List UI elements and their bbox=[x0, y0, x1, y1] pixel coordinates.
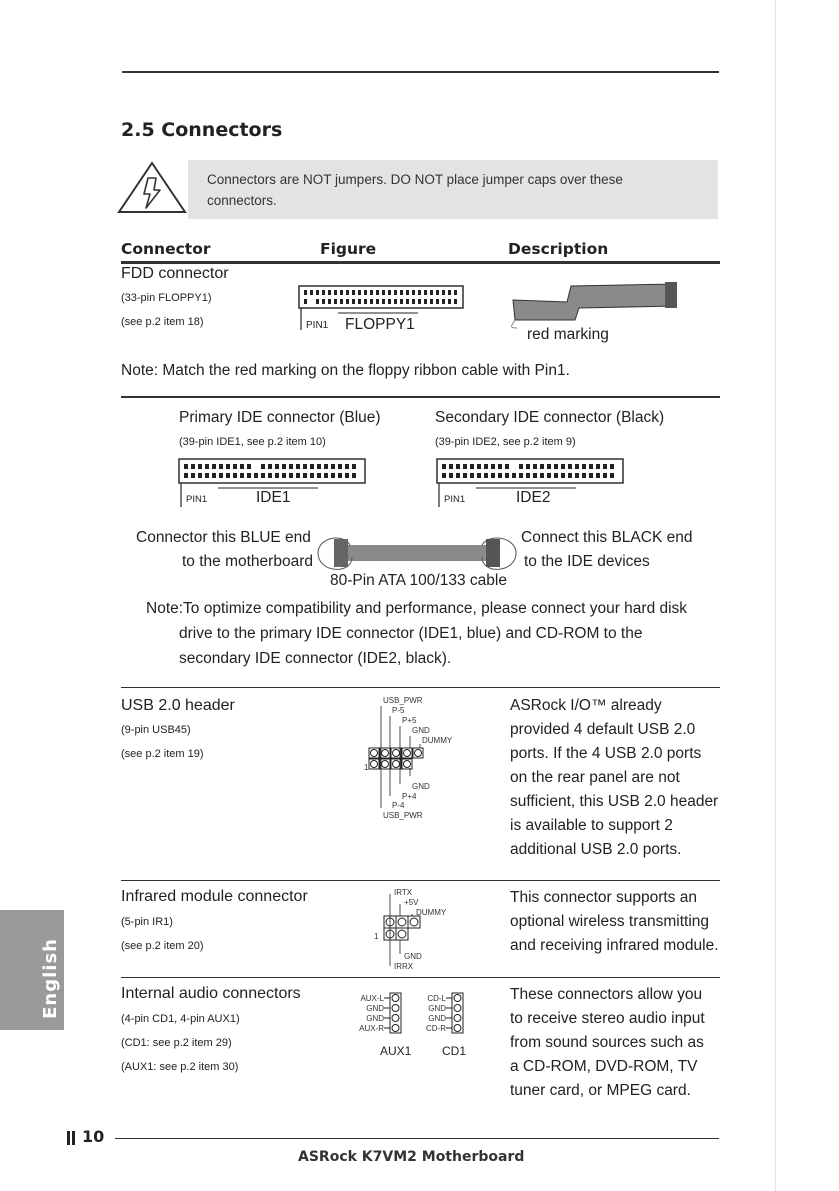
ir-name: Infrared module connector bbox=[121, 888, 308, 905]
aux-pin-label: AUX-R bbox=[359, 1024, 384, 1033]
ir-label-irrx: IRRX bbox=[394, 962, 414, 971]
fdd-pin1-label: PIN1 bbox=[306, 320, 329, 331]
fdd-ref: (see p.2 item 18) bbox=[121, 316, 204, 328]
audio-name: Internal audio connectors bbox=[121, 985, 301, 1002]
header-figure: Figure bbox=[320, 240, 377, 258]
usb-label-pin1: 1 bbox=[364, 763, 369, 772]
cd-pin-label: GND bbox=[428, 1004, 446, 1013]
fdd-note: Note: Match the red marking on the floppy ribbon cable with Pin1. bbox=[121, 362, 570, 379]
ir-desc-line: optional wireless transmitting bbox=[510, 913, 710, 930]
ide-secondary-spec: (39-pin IDE2, see p.2 item 9) bbox=[435, 436, 576, 448]
usb-label-p5m: P-5 bbox=[392, 706, 405, 715]
usb-desc-line: on the rear panel are not bbox=[510, 769, 680, 786]
usb-description bbox=[510, 694, 718, 862]
usb-label-top-pwr: USB_PWR bbox=[383, 696, 423, 705]
ir-ref: (see p.2 item 20) bbox=[121, 940, 204, 952]
ir-label-pin1: 1 bbox=[374, 932, 379, 941]
ir-label-dummy: DUMMY bbox=[416, 908, 447, 917]
header-rule bbox=[121, 261, 720, 264]
ide-left-line2: to the motherboard bbox=[182, 553, 313, 570]
ir-label-irtx: IRTX bbox=[394, 888, 413, 897]
usb-rule bbox=[121, 687, 720, 688]
page-edge bbox=[775, 0, 776, 1191]
usb-label-p4p: P+4 bbox=[402, 792, 417, 801]
page-number: 10 bbox=[82, 1127, 105, 1146]
aux-pin-label: GND bbox=[366, 1004, 384, 1013]
aux-pin-label: AUX-L bbox=[360, 994, 384, 1003]
ide-rule bbox=[121, 396, 720, 398]
usb-desc-line: sufficient, this USB 2.0 header bbox=[510, 793, 719, 810]
aux-pin-label: GND bbox=[366, 1014, 384, 1023]
ir-desc-line: This connector supports an bbox=[510, 889, 697, 906]
ir-label-gnd: GND bbox=[404, 952, 422, 961]
ide-left-line1: Connector this BLUE end bbox=[136, 529, 311, 546]
ide2-figure-label: IDE2 bbox=[516, 489, 551, 506]
caution-hand-icon bbox=[116, 160, 188, 216]
audio-ref1: (CD1: see p.2 item 29) bbox=[121, 1037, 232, 1049]
usb-ref: (see p.2 item 19) bbox=[121, 748, 204, 760]
ide-right-line1: Connect this BLACK end bbox=[521, 529, 693, 546]
audio-ref2: (AUX1: see p.2 item 30) bbox=[121, 1061, 239, 1073]
footer-rule bbox=[115, 1138, 719, 1139]
caution-text: Connectors are NOT jumpers. DO NOT place jumper caps over these connectors. bbox=[207, 172, 623, 208]
usb-label-p5p: P+5 bbox=[402, 716, 417, 725]
audio-spec: (4-pin CD1, 4-pin AUX1) bbox=[121, 1013, 240, 1025]
section-title: 2.5 Connectors bbox=[121, 119, 283, 141]
floppy-ribbon-cable bbox=[505, 278, 680, 330]
cd-pin-label: GND bbox=[428, 1014, 446, 1023]
ide1-pin1-label: PIN1 bbox=[186, 494, 208, 505]
page-number-marker bbox=[66, 1130, 76, 1146]
audio-desc-line: from sound sources such as bbox=[510, 1034, 704, 1051]
aux1-connector-figure bbox=[384, 988, 404, 1036]
ide1-figure-label: IDE1 bbox=[256, 489, 291, 506]
ide2-pin1-label: PIN1 bbox=[444, 494, 466, 505]
audio-rule bbox=[121, 977, 720, 978]
cd1-connector-figure bbox=[446, 988, 466, 1036]
usb-spec: (9-pin USB45) bbox=[121, 724, 191, 736]
cd-pin-label: CD-L bbox=[427, 994, 446, 1003]
aux1-label: AUX1 bbox=[380, 1044, 412, 1058]
ide-secondary-title: Secondary IDE connector (Black) bbox=[435, 409, 665, 426]
usb-desc-line: ports. If the 4 USB 2.0 ports bbox=[510, 745, 702, 762]
fdd-name: FDD connector bbox=[121, 265, 229, 282]
usb-label-dummy: DUMMY bbox=[422, 736, 453, 745]
ide-note-line1: Note:To optimize compatibility and performance, please connect your hard disk bbox=[146, 600, 688, 617]
usb-label-gnd-top: GND bbox=[412, 726, 430, 735]
fdd-spec: (33-pin FLOPPY1) bbox=[121, 292, 212, 304]
usb-label-bot-pwr: USB_PWR bbox=[383, 811, 423, 820]
ide-right-line2: to the IDE devices bbox=[524, 553, 650, 570]
footer-text: ASRock K7VM2 Motherboard bbox=[298, 1149, 525, 1165]
cd1-label: CD1 bbox=[442, 1044, 467, 1058]
ide-cable-caption: 80-Pin ATA 100/133 cable bbox=[330, 572, 507, 589]
usb-name: USB 2.0 header bbox=[121, 697, 235, 714]
cd-pin-label: CD-R bbox=[426, 1024, 446, 1033]
audio-desc-line: to receive stereo audio input bbox=[510, 1010, 705, 1027]
ir-spec: (5-pin IR1) bbox=[121, 916, 173, 928]
ide-primary-spec: (39-pin IDE1, see p.2 item 10) bbox=[179, 436, 326, 448]
usb-label-gnd-bot: GND bbox=[412, 782, 430, 791]
language-side-tab-label: English bbox=[40, 938, 61, 1019]
ir-description bbox=[510, 886, 719, 958]
usb-desc-line: ASRock I/O™ already bbox=[510, 697, 662, 714]
header-connector: Connector bbox=[121, 240, 211, 258]
audio-desc-line: These connectors allow you bbox=[510, 986, 703, 1003]
usb-desc-line: additional USB 2.0 ports. bbox=[510, 841, 682, 858]
ir-rule bbox=[121, 880, 720, 881]
ide-note-line3: secondary IDE connector (IDE2, black). bbox=[179, 650, 452, 667]
ir-desc-line: and receiving infrared module. bbox=[510, 937, 719, 954]
usb-label-p4m: P-4 bbox=[392, 801, 405, 810]
ide-note-line2: drive to the primary IDE connector (IDE1, blue) and CD-ROM to the bbox=[179, 625, 643, 642]
usb-header-figure bbox=[364, 692, 514, 822]
ir-label-5v: +5V bbox=[404, 898, 419, 907]
fdd-description: red marking bbox=[527, 326, 609, 343]
audio-description bbox=[510, 983, 705, 1103]
audio-desc-line: tuner card, or MPEG card. bbox=[510, 1082, 691, 1099]
audio-desc-line: a CD-ROM, DVD-ROM, TV bbox=[510, 1058, 698, 1075]
usb-desc-line: provided 4 default USB 2.0 bbox=[510, 721, 696, 738]
ide-primary-title: Primary IDE connector (Blue) bbox=[179, 409, 381, 426]
usb-desc-line: is available to support 2 bbox=[510, 817, 673, 834]
ide-ribbon-cable bbox=[312, 527, 522, 577]
top-rule bbox=[122, 71, 719, 73]
fdd-figure-label: FLOPPY1 bbox=[345, 316, 415, 333]
header-description: Description bbox=[508, 240, 609, 258]
